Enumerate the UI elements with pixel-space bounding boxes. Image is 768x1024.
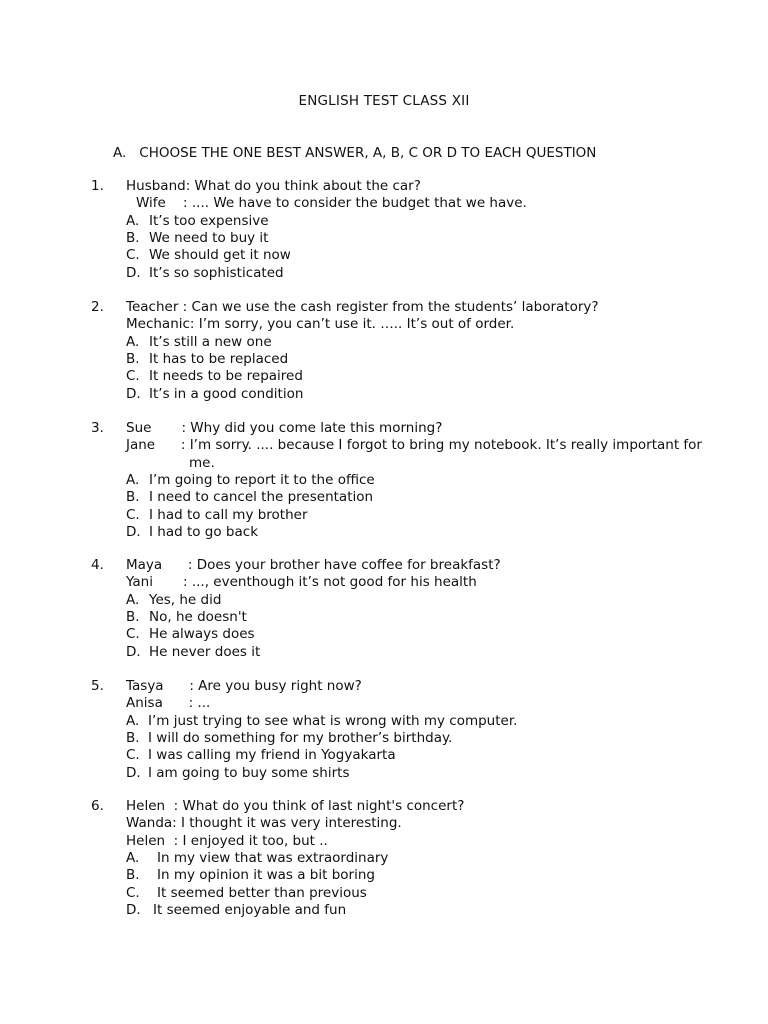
answer-option-c[interactable]: [126, 747, 396, 764]
option-text: It’s so sophisticated: [149, 264, 284, 281]
question-number: 5.: [91, 678, 104, 694]
question-number: 1.: [91, 178, 104, 194]
answer-option-d[interactable]: [126, 902, 346, 919]
option-letter: B.: [126, 229, 140, 246]
dialog-line: Mechanic: I’m sorry, you can’t use it. ….. It’s out of order.: [126, 316, 515, 333]
option-letter: D.: [126, 523, 141, 540]
dialog-line: Maya : Does your brother have coffee for breakfast?: [126, 557, 501, 573]
dialog-line: Husband: What do you think about the car?: [126, 178, 421, 194]
answer-option-b[interactable]: [126, 730, 452, 747]
section-instruction: CHOOSE THE ONE BEST ANSWER, A, B, C OR D TO EACH QUESTION: [139, 145, 597, 161]
option-letter: A.: [126, 591, 140, 608]
option-text: He always does: [149, 626, 255, 643]
answer-option-b[interactable]: [126, 230, 268, 247]
option-letter: D.: [126, 901, 141, 918]
option-text: It’s still a new one: [149, 333, 272, 350]
answer-option-b[interactable]: [126, 867, 375, 884]
page-title: ENGLISH TEST CLASS XII: [298, 93, 470, 109]
option-letter: A.: [126, 212, 140, 229]
option-letter: B.: [126, 867, 140, 884]
question-number: 3.: [91, 420, 104, 436]
answer-option-c[interactable]: [126, 885, 367, 902]
option-text: In my opinion it was a bit boring: [157, 867, 375, 884]
option-text: I was calling my friend in Yogyakarta: [148, 747, 396, 764]
dialog-line-continuation: me.: [189, 454, 215, 471]
option-letter: C.: [126, 626, 140, 643]
answer-option-c[interactable]: [126, 247, 291, 264]
option-text: It has to be replaced: [149, 350, 289, 367]
answer-option-d[interactable]: [126, 765, 350, 782]
dialog-line: Helen : What do you think of last night's concert?: [126, 798, 465, 814]
answer-option-c[interactable]: [126, 626, 255, 643]
dialog-line: Teacher : Can we use the cash register from the students’ laboratory?: [126, 299, 599, 315]
answer-option-a[interactable]: [126, 713, 517, 730]
option-text: I had to go back: [149, 523, 259, 540]
dialog-line: Helen : I enjoyed it too, but ..: [126, 832, 328, 849]
answer-option-d[interactable]: [126, 386, 303, 403]
option-text: It’s too expensive: [149, 212, 269, 229]
option-letter: A.: [126, 471, 140, 488]
dialog-line: Jane : I’m sorry. .... because I forgot to bring my notebook. It’s really important for: [126, 437, 702, 454]
question-number: 4.: [91, 557, 104, 573]
option-letter: C.: [126, 747, 140, 764]
answer-option-b[interactable]: [126, 351, 288, 368]
dialog-line: Wanda: I thought it was very interesting.: [126, 815, 402, 832]
option-text: In my view that was extraordinary: [157, 849, 389, 866]
option-letter: A.: [126, 712, 140, 729]
answer-option-b[interactable]: [126, 489, 373, 506]
option-text: He never does it: [149, 643, 261, 660]
answer-option-d[interactable]: [126, 524, 258, 541]
option-letter: B.: [126, 350, 140, 367]
option-text: I’m going to report it to the office: [149, 471, 375, 488]
option-text: I will do something for my brother’s birthday.: [148, 729, 453, 746]
section-letter: A.: [113, 145, 127, 161]
option-text: I had to call my brother: [149, 506, 308, 523]
section-heading: [113, 145, 596, 161]
question-number: 2.: [91, 299, 104, 315]
option-letter: B.: [126, 729, 140, 746]
answer-option-a[interactable]: [126, 850, 388, 867]
answer-option-a[interactable]: [126, 472, 375, 489]
answer-option-c[interactable]: [126, 507, 308, 524]
dialog-line: Tasya : Are you busy right now?: [126, 678, 362, 694]
option-letter: C.: [126, 368, 140, 385]
answer-option-d[interactable]: [126, 644, 260, 661]
answer-option-a[interactable]: [126, 592, 221, 609]
option-text: I need to cancel the presentation: [149, 489, 374, 506]
option-letter: C.: [126, 884, 140, 901]
option-letter: B.: [126, 489, 140, 506]
option-text: No, he doesn't: [149, 608, 247, 625]
dialog-line: Anisa : ...: [126, 695, 211, 712]
answer-option-c[interactable]: [126, 368, 303, 385]
option-letter: D.: [126, 764, 141, 781]
option-letter: A.: [126, 333, 140, 350]
dialog-line: Wife : .... We have to consider the budget that we have.: [136, 195, 527, 212]
answer-option-d[interactable]: [126, 265, 284, 282]
option-letter: A.: [126, 849, 140, 866]
option-letter: C.: [126, 506, 140, 523]
option-letter: D.: [126, 643, 141, 660]
option-text: It needs to be repaired: [149, 368, 303, 385]
answer-option-b[interactable]: [126, 609, 247, 626]
option-text: It’s in a good condition: [149, 385, 304, 402]
option-letter: B.: [126, 608, 140, 625]
option-letter: D.: [126, 264, 141, 281]
option-text: We need to buy it: [149, 229, 269, 246]
option-text: We should get it now: [149, 247, 291, 264]
option-text: It seemed better than previous: [157, 884, 367, 901]
option-letter: C.: [126, 247, 140, 264]
answer-option-a[interactable]: [126, 213, 269, 230]
question-number: 6.: [91, 798, 104, 814]
option-text: Yes, he did: [149, 591, 222, 608]
answer-option-a[interactable]: [126, 334, 272, 351]
option-letter: D.: [126, 385, 141, 402]
option-text: I’m just trying to see what is wrong with my computer.: [148, 712, 518, 729]
dialog-line: Yani : ..., eventhough it’s not good for his health: [126, 574, 477, 591]
dialog-line: Sue : Why did you come late this morning?: [126, 420, 443, 436]
option-text: I am going to buy some shirts: [148, 764, 350, 781]
option-text: It seemed enjoyable and fun: [153, 901, 347, 918]
